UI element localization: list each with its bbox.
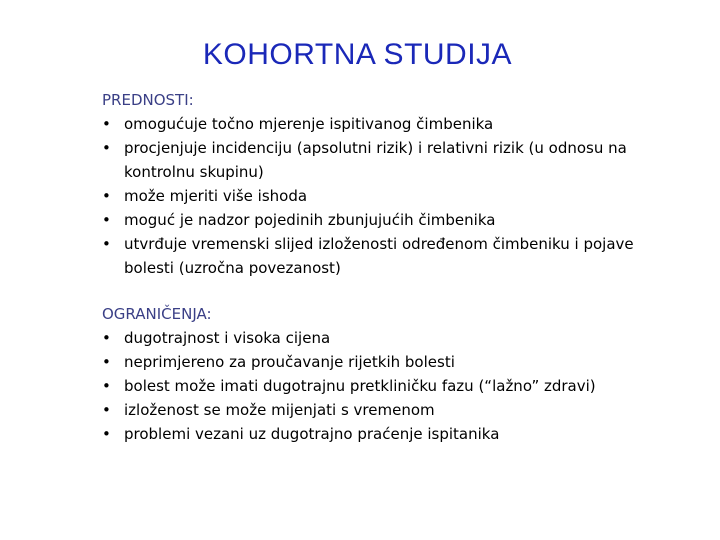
section-spacer xyxy=(102,280,662,302)
list-item-text: procjenjuje incidenciju (apsolutni rizik) i relativni rizik (u odnosu na kontrolnu skupinu) xyxy=(124,139,627,181)
list-item xyxy=(102,232,662,280)
list-item-text: može mjeriti više ishoda xyxy=(124,187,308,205)
bullet-icon: • xyxy=(102,139,111,157)
list-item xyxy=(102,422,662,446)
bullet-icon: • xyxy=(102,329,111,347)
list-item xyxy=(102,398,662,422)
list-item-text: utvrđuje vremenski slijed izloženosti određenom čimbeniku i pojave bolesti (uzročna povezanost) xyxy=(124,235,634,277)
list-item-text: bolest može imati dugotrajnu pretkliničku fazu (“lažno” zdravi) xyxy=(124,377,596,395)
bullet-icon: • xyxy=(102,187,111,205)
bullet-icon: • xyxy=(102,377,111,395)
advantages-list xyxy=(102,112,662,280)
list-item xyxy=(102,326,662,350)
slide-title: KOHORTNA STUDIJA xyxy=(202,38,513,71)
list-item-text: izloženost se može mijenjati s vremenom xyxy=(124,401,435,419)
bullet-icon: • xyxy=(102,235,111,253)
list-item-text: problemi vezani uz dugotrajno praćenje ispitanika xyxy=(124,425,500,443)
slide-content xyxy=(102,88,662,446)
list-item-text: neprimjereno za proučavanje rijetkih bolesti xyxy=(124,353,455,371)
bullet-icon: • xyxy=(102,401,111,419)
limitations-heading: OGRANIČENJA: xyxy=(102,305,212,323)
list-item-text: moguć je nadzor pojedinih zbunjujućih čimbenika xyxy=(124,211,496,229)
list-item-text: omogućuje točno mjerenje ispitivanog čimbenika xyxy=(124,115,494,133)
list-item xyxy=(102,112,662,136)
advantages-heading: PREDNOSTI: xyxy=(102,91,194,109)
list-item xyxy=(102,374,662,398)
bullet-icon: • xyxy=(102,211,111,229)
limitations-list xyxy=(102,326,662,446)
list-item xyxy=(102,208,662,232)
bullet-icon: • xyxy=(102,425,111,443)
bullet-icon: • xyxy=(102,353,111,371)
list-item xyxy=(102,184,662,208)
limitations-section xyxy=(102,302,662,446)
list-item-text: dugotrajnost i visoka cijena xyxy=(124,329,331,347)
list-item xyxy=(102,136,662,184)
list-item xyxy=(102,350,662,374)
bullet-icon: • xyxy=(102,115,111,133)
advantages-section xyxy=(102,88,662,280)
